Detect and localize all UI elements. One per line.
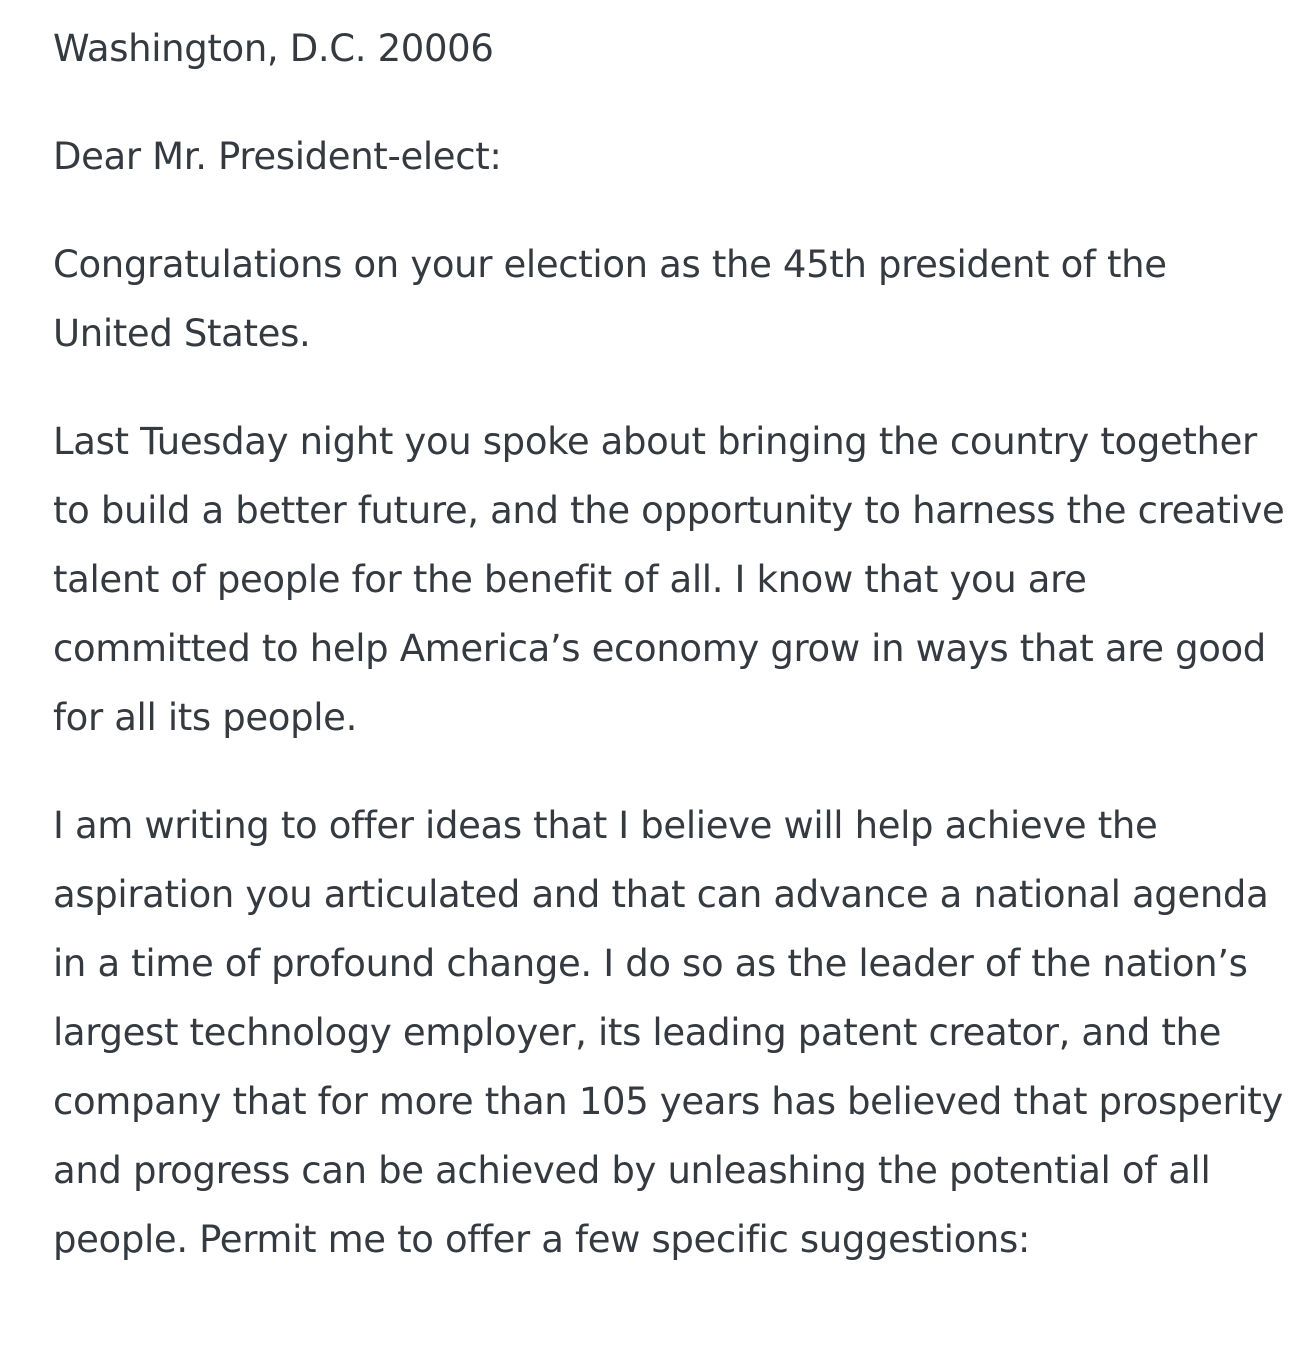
address-line: Washington, D.C. 20006: [53, 27, 494, 70]
paragraph-last-tuesday: Last Tuesday night you spoke about bringing the country together to build a better future, and the opportunity to harness the creative talent of people for the benefit of all. I know that you are committed to help America’s economy grow in ways that are good for all its people.: [53, 420, 1285, 739]
paragraph-offer-ideas: I am writing to offer ideas that I believe will help achieve the aspiration you articulated and that can advance a national agenda in a time of profound change. I do so as the leader of the nation’s largest technology employer, its leading patent creator, and the company that for more than 105 years has believed that prosperity and progress can be achieved by unleashing the potential of all people. Permit me to offer a few specific suggestions:: [53, 804, 1283, 1261]
salutation: Dear Mr. President-elect:: [53, 135, 502, 178]
letter-body: [53, 0, 1293, 1274]
paragraph-congratulations: Congratulations on your election as the 45th president of the United States.: [53, 243, 1167, 355]
